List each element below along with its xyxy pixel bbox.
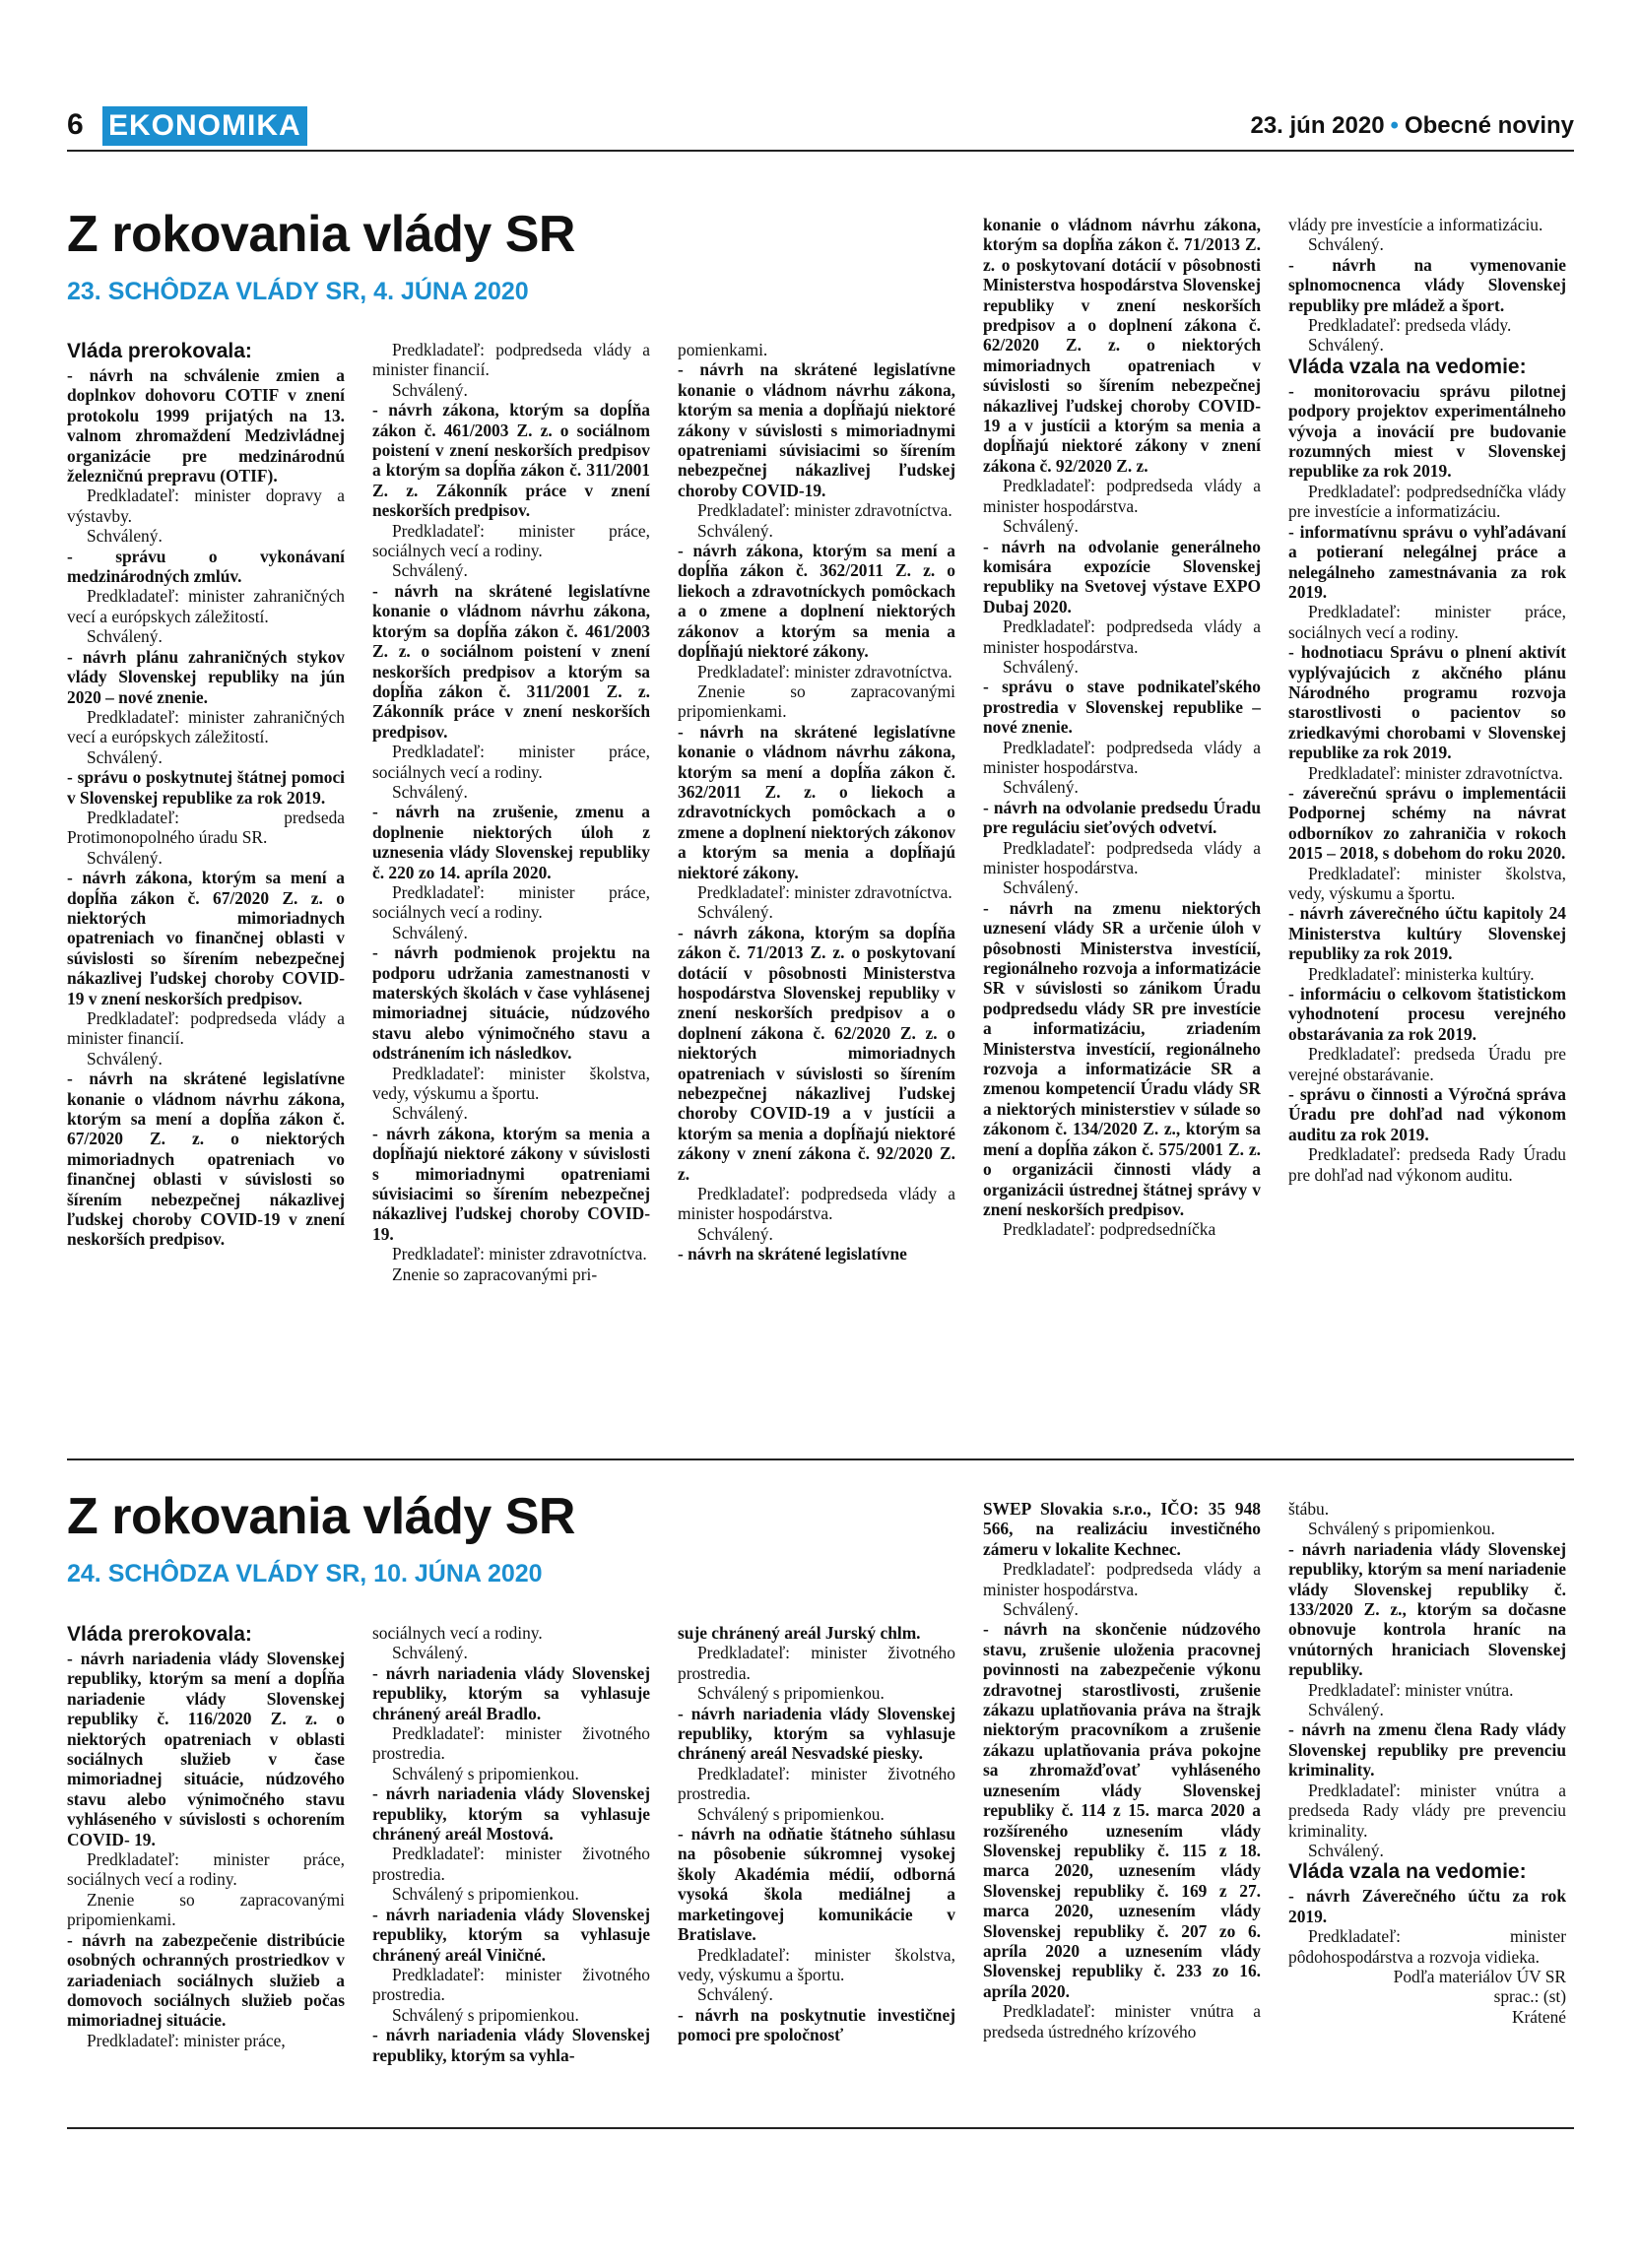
source-note: sprac.: (st) bbox=[1493, 1986, 1566, 2007]
agenda-note: Schválený. bbox=[392, 1103, 468, 1124]
agenda-note: Predkladateľ: podpredseda vlády a minister hospodárstva. bbox=[983, 1559, 1261, 1599]
agenda-note: Schválený. bbox=[1003, 516, 1079, 537]
agenda-note: Predkladateľ: minister školstva, vedy, výskumu a športu. bbox=[1288, 863, 1566, 903]
agenda-item: - návrh nariadenia vlády Slovenskej republiky, ktorým sa vyhlasuje chránený areál Nesvadské piesky. bbox=[678, 1703, 955, 1764]
agenda-item: - návrh na odňatie štátneho súhlasu na pôsobenie súkromnej vysokej školy Akadémia médií, odborná vysoká škola mediálnej a marketingovej komunikácie v Bratislave. bbox=[678, 1824, 955, 1945]
agenda-item: SWEP Slovakia s.r.o., IČO: 35 948 566, na realizáciu investičného zámeru v lokalite Kechnec. bbox=[983, 1499, 1261, 1559]
article-1-subtitle: 23. SCHÔDZA VLÁDY SR, 4. JÚNA 2020 bbox=[67, 278, 529, 305]
agenda-note: Znenie so zapracovanými pri- bbox=[392, 1264, 598, 1284]
agenda-note: Predkladateľ: minister práce, sociálnych vecí a rodiny. bbox=[372, 881, 650, 923]
article-2-column-5 bbox=[1288, 1499, 1566, 2110]
agenda-note: Schválený s pripomienkou. bbox=[697, 1683, 885, 1704]
source-note: Krátené bbox=[1511, 2006, 1566, 2027]
agenda-note: Schválený s pripomienkou. bbox=[392, 1884, 579, 1905]
agenda-note: Predkladateľ: minister práce, bbox=[87, 2030, 286, 2050]
agenda-note: Predkladateľ: podpredsedníčka vlády pre investície a informatizáciu. bbox=[1288, 481, 1566, 522]
section-heading: Vláda prerokovala: bbox=[67, 1623, 252, 1646]
agenda-item: - návrh na odvolanie predsedu Úradu pre reguláciu sieťových odvetví. bbox=[983, 797, 1261, 838]
section-heading: Vláda vzala na vedomie: bbox=[1288, 355, 1527, 378]
agenda-item: - monitorovaciu správu pilotnej podpory projektov experimentálneho vývoja a inovácií pre budovanie rozumných miest v Slovenskej republike za rok 2019. bbox=[1288, 380, 1566, 482]
agenda-item: - informáciu o celkovom štatistickom vyhodnotení procesu verejného obstarávania za rok 2019. bbox=[1288, 984, 1566, 1044]
agenda-item: - návrh nariadenia vlády Slovenskej republiky, ktorým sa mení nariadenie vlády Slovenskej republiky č. 133/2020 Z. z., ktorým sa dočasne obnovuje kontrola hraníc na vnútorných hraniciach Slovenskej republiky. bbox=[1288, 1538, 1566, 1680]
section-label: EKONOMIKA bbox=[102, 106, 307, 146]
source-note: Podľa materiálov ÚV SR bbox=[1393, 1966, 1566, 1986]
publication-name: Obecné noviny bbox=[1404, 112, 1574, 139]
article-1-column-1 bbox=[67, 340, 345, 1438]
agenda-note: Predkladateľ: minister dopravy a výstavby. bbox=[67, 486, 345, 526]
agenda-note: Schválený. bbox=[87, 526, 163, 547]
agenda-note: Schválený s pripomienkou. bbox=[697, 1803, 885, 1824]
agenda-item: - návrh na odvolanie generálneho komisára expozície Slovenskej republiky na Svetovej výstave EXPO Dubaj 2020. bbox=[983, 536, 1261, 616]
agenda-item: - návrh nariadenia vlády Slovenskej republiky, ktorým sa vyhla- bbox=[372, 2025, 650, 2065]
agenda-note: Predkladateľ: minister práce, sociálnych vecí a rodiny. bbox=[1288, 602, 1566, 642]
agenda-note: Predkladateľ: minister práce, sociálnych vecí a rodiny. bbox=[372, 520, 650, 561]
agenda-note: Predkladateľ: minister zahraničných vecí a európskych záležitostí. bbox=[67, 586, 345, 626]
agenda-note: Predkladateľ: minister zdravotníctva. bbox=[697, 881, 952, 902]
agenda-item: - návrh na skrátené legislatívne bbox=[678, 1244, 907, 1264]
agenda-note: Schválený. bbox=[1003, 877, 1079, 898]
agenda-note: Predkladateľ: podpredseda vlády a minister financií. bbox=[67, 1008, 345, 1049]
agenda-note: Schválený. bbox=[697, 1223, 773, 1244]
agenda-note: Predkladateľ: podpredseda vlády a minister hospodárstva. bbox=[983, 737, 1261, 777]
issue-date: 23. jún 2020 bbox=[1250, 112, 1385, 139]
agenda-item: - návrh na skrátené legislatívne konanie o vládnom návrhu zákona, ktorým sa dopĺňa zákon č. 461/2003 Z. z. o sociálnom poistení v znení neskorších predpisov a ktorým sa dopĺňa zákon č. 311/2001 Z. z. Zákonník práce v znení neskorších predpisov. bbox=[372, 580, 650, 742]
agenda-item: - hodnotiacu Správu o plnení aktivít vyplývajúcich z akčného plánu Národného programu rozvoja starostlivosti o pacientov so zriedkavými chorobami v Slovenskej republike za rok 2019. bbox=[1288, 642, 1566, 763]
agenda-note: Znenie so zapracovanými pripomienkami. bbox=[67, 1889, 345, 1930]
continuation-text: pomienkami. bbox=[678, 340, 768, 359]
agenda-note: Schválený. bbox=[87, 847, 163, 868]
agenda-note: Predkladateľ: predseda vlády. bbox=[1308, 315, 1512, 336]
agenda-note: Predkladateľ: minister práce, sociálnych vecí a rodiny. bbox=[372, 742, 650, 782]
agenda-item: - návrh nariadenia vlády Slovenskej republiky, ktorým sa vyhlasuje chránený areál Mostová. bbox=[372, 1783, 650, 1845]
article-1-title: Z rokovania vlády SR bbox=[67, 206, 575, 263]
agenda-note: Predkladateľ: minister zdravotníctva. bbox=[697, 500, 952, 521]
agenda-note: Schválený. bbox=[392, 1643, 468, 1663]
agenda-note: Predkladateľ: predseda Rady Úradu pre dohľad nad výkonom auditu. bbox=[1288, 1144, 1566, 1185]
agenda-item: - správu o poskytnutej štátnej pomoci v Slovenskej republike za rok 2019. bbox=[67, 767, 345, 808]
agenda-item: - návrh na zrušenie, zmenu a doplnenie niektorých úloh z uznesenia vlády Slovenskej republiky č. 220 zo 14. apríla 2020. bbox=[372, 802, 650, 882]
agenda-item: - návrh plánu zahraničných stykov vlády Slovenskej republiky na jún 2020 – nové znenie. bbox=[67, 646, 345, 707]
agenda-note: Schválený. bbox=[87, 626, 163, 647]
agenda-note: Schválený. bbox=[1308, 335, 1384, 356]
agenda-item: - návrh záverečného účtu kapitoly 24 Ministerstva kultúry Slovenskej republiky za rok 2019. bbox=[1288, 903, 1566, 964]
article-2-column-1 bbox=[67, 1623, 345, 2110]
agenda-note: Schválený. bbox=[1003, 1599, 1079, 1620]
agenda-item: suje chránený areál Jurský chlm. bbox=[678, 1623, 921, 1643]
agenda-note: Schválený. bbox=[392, 922, 468, 942]
agenda-item: - správu o činnosti a Výročná správa Úradu pre dohľad nad výkonom auditu za rok 2019. bbox=[1288, 1084, 1566, 1144]
agenda-note: Predkladateľ: minister životného prostredia. bbox=[372, 1964, 650, 2005]
agenda-note: Predkladateľ: minister vnútra a predseda ústredného krízového bbox=[983, 2001, 1261, 2041]
article-1-column-2 bbox=[372, 340, 650, 1438]
agenda-item: - návrh zákona, ktorým sa mení a dopĺňa zákon č. 362/2011 Z. z. o liekoch a zdravotníckych pomôckach a o zmene a doplnení niektorých zákonov a ktorým sa menia a dopĺňajú niektoré zákony. bbox=[678, 541, 955, 662]
agenda-item: - návrh Záverečného účtu za rok 2019. bbox=[1288, 1886, 1566, 1926]
agenda-note: Schválený. bbox=[697, 1984, 773, 2005]
agenda-note: Predkladateľ: minister životného prostredia. bbox=[372, 1844, 650, 1884]
agenda-note: Predkladateľ: podpredseda vlády a minister hospodárstva. bbox=[983, 837, 1261, 877]
continuation-text: vlády pre investície a informatizáciu. bbox=[1288, 215, 1543, 234]
agenda-item: - návrh na schválenie zmien a doplnkov dohovoru COTIF v znení protokolu 1999 prijatých na 13. valnom zhromaždení Medzivládnej organizácie pre medzinárodnú železničnú prepravu (OTIF). bbox=[67, 365, 345, 486]
agenda-note: Schválený. bbox=[1308, 1840, 1384, 1860]
agenda-note: Schválený. bbox=[392, 560, 468, 581]
agenda-item: - návrh na zmenu člena Rady vlády Slovenskej republiky pre prevenciu kriminality. bbox=[1288, 1719, 1566, 1781]
agenda-item: - návrh na zabezpečenie distribúcie osobných ochranných prostriedkov v zariadeniach sociálnych služieb a domovoch sociálnych služieb počas mimoriadnej situácie. bbox=[67, 1929, 345, 2031]
agenda-note: Predkladateľ: podpredseda vlády a minister hospodárstva. bbox=[983, 616, 1261, 657]
agenda-item: - správu o vykonávaní medzinárodných zmlúv. bbox=[67, 546, 345, 587]
header-divider bbox=[67, 150, 1574, 152]
agenda-item: - informatívnu správu o vyhľadávaní a potieraní nelegálnej práce a nelegálneho zamestnávania za rok 2019. bbox=[1288, 521, 1566, 602]
agenda-note: Schválený. bbox=[1003, 656, 1079, 677]
article-divider bbox=[67, 1458, 1574, 1460]
section-heading: Vláda prerokovala: bbox=[67, 340, 252, 362]
article-2-title: Z rokovania vlády SR bbox=[67, 1488, 575, 1545]
separator-dot: • bbox=[1390, 112, 1399, 139]
footer-divider bbox=[67, 2127, 1574, 2129]
continuation-text: štábu. bbox=[1288, 1499, 1330, 1519]
agenda-item: - návrh nariadenia vlády Slovenskej republiky, ktorým sa vyhlasuje chránený areál Bradlo. bbox=[372, 1662, 650, 1723]
agenda-item: - návrh nariadenia vlády Slovenskej republiky, ktorým sa vyhlasuje chránený areál Viničné. bbox=[372, 1904, 650, 1965]
continuation-text: sociálnych vecí a rodiny. bbox=[372, 1623, 543, 1643]
agenda-item: - návrh zákona, ktorým sa menia a dopĺňajú niektoré zákony v súvislosti s mimoriadnymi opatreniami súvisiacimi so šírením nebezpečnej nákazlivej ľudskej choroby COVID-19. bbox=[372, 1123, 650, 1244]
agenda-note: Schválený. bbox=[87, 746, 163, 767]
article-2-subtitle: 24. SCHÔDZA VLÁDY SR, 10. JÚNA 2020 bbox=[67, 1560, 543, 1588]
agenda-note: Predkladateľ: podpredseda vlády a minister financií. bbox=[372, 340, 650, 380]
agenda-note: Predkladateľ: minister školstva, vedy, výskumu a športu. bbox=[372, 1063, 650, 1104]
agenda-note: Schválený. bbox=[392, 781, 468, 802]
agenda-note: Schválený. bbox=[1308, 234, 1384, 255]
agenda-note: Predkladateľ: minister zahraničných vecí a európskych záležitostí. bbox=[67, 706, 345, 747]
agenda-note: Predkladateľ: minister pôdohospodárstva a rozvoja vidieka. bbox=[1288, 1926, 1566, 1967]
agenda-note: Predkladateľ: minister zdravotníctva. bbox=[392, 1244, 647, 1264]
agenda-item: - návrh zákona, ktorým sa mení a dopĺňa zákon č. 67/2020 Z. z. o niektorých mimoriadnych opatreniach vo finančnej oblasti v súvislosti so šírením nebezpečnej nákazlivej ľudskej choroby COVID-19 v znení neskorších predpisov. bbox=[67, 868, 345, 1008]
agenda-note: Predkladateľ: minister školstva, vedy, výskumu a športu. bbox=[678, 1944, 955, 1984]
agenda-item: - návrh nariadenia vlády Slovenskej republiky, ktorým sa mení a dopĺňa nariadenie vlády Slovenskej republiky č. 116/2020 Z. z. o niektorých opatreniach v oblasti sociálnych služieb v čase mimoriadnej situácie, núdzového stavu alebo výnimočného stavu vyhláseného v súvislosti s ochorením COVID- 19. bbox=[67, 1649, 345, 1849]
agenda-note: Predkladateľ: predseda Protimonopolného úradu SR. bbox=[67, 807, 345, 848]
agenda-note: Predkladateľ: podpredsedníčka bbox=[1003, 1219, 1216, 1240]
article-2-column-3 bbox=[678, 1623, 955, 2110]
article-2-column-4 bbox=[983, 1499, 1261, 2110]
agenda-note: Schválený. bbox=[392, 379, 468, 400]
agenda-item: - návrh na zmenu niektorých uznesení vlády SR a určenie úloh v pôsobnosti Ministerstva investícií, regionálneho rozvoja a informatizácie SR v súvislosti so zánikom Úradu podpredsedu vlády SR pre investície a informatizáciu, zriadením Ministerstva investícií, regionálneho rozvoja a informatizácie SR a zmenou kompetencií Úradu vlády SR a niektorých ministerstiev v súlade so zákonom č. 134/2020 Z. z., ktorým sa mení a dopĺňa zákon č. 575/2001 Z. z. o organizácii činnosti vlády a organizácii ústrednej štátnej správy v znení neskorších predpisov. bbox=[983, 897, 1261, 1219]
article-1-column-3 bbox=[678, 340, 955, 1438]
agenda-note: Schválený s pripomienkou. bbox=[392, 1763, 579, 1783]
article-1-column-4 bbox=[983, 215, 1261, 1438]
agenda-note: Predkladateľ: podpredseda vlády a minister hospodárstva. bbox=[678, 1184, 955, 1224]
agenda-item: - návrh zákona, ktorým sa dopĺňa zákon č. 71/2013 Z. z. o poskytovaní dotácií v pôsobnosti Ministerstva hospodárstva Slovenskej republiky v znení neskorších predpisov a o doplnení zákona č. 62/2020 Z. z. o niektorých mimoriadnych opatreniach v súvislosti so šírením nebezpečnej nákazlivej ľudskej choroby COVID-19 a v justícii a ktorým sa menia a dopĺňajú niektoré zákony v znení zákona č. 92/2020 Z. z. bbox=[678, 922, 955, 1184]
agenda-note: Predkladateľ: minister životného prostredia. bbox=[678, 1763, 955, 1804]
article-1-column-5 bbox=[1288, 215, 1566, 1438]
agenda-note: Predkladateľ: minister životného prostredia. bbox=[678, 1643, 955, 1683]
agenda-item: - návrh podmienok projektu na podporu udržania zamestnanosti v materských školách v čase vyhlásenej mimoriadnej situácie, núdzového stavu alebo výnimočného stavu a odstránením ich následkov. bbox=[372, 942, 650, 1064]
agenda-item: - návrh na skrátené legislatívne konanie o vládnom návrhu zákona, ktorým sa mení a dopĺňa zákon č. 67/2020 Z. z. o niektorých mimoriadnych opatreniach vo finančnej oblasti v súvislosti so šírením nebezpečnej nákazlivej ľudskej choroby COVID-19 v znení neskorších predpisov. bbox=[67, 1069, 345, 1250]
agenda-note: Predkladateľ: minister práce, sociálnych vecí a rodiny. bbox=[67, 1849, 345, 1890]
agenda-item: - návrh na skrátené legislatívne konanie o vládnom návrhu zákona, ktorým sa mení a dopĺňa zákon č. 362/2011 Z. z. o liekoch a zdravotníckych pomôckach a o zmene a doplnení niektorých zákonov a ktorým sa menia a dopĺňajú niektoré zákony. bbox=[678, 721, 955, 882]
agenda-note: Predkladateľ: predseda Úradu pre verejné obstarávanie. bbox=[1288, 1044, 1566, 1084]
agenda-note: Predkladateľ: ministerka kultúry. bbox=[1308, 963, 1535, 984]
agenda-note: Predkladateľ: minister životného prostredia. bbox=[372, 1723, 650, 1764]
agenda-note: Predkladateľ: minister vnútra. bbox=[1308, 1679, 1514, 1700]
section-heading: Vláda vzala na vedomie: bbox=[1288, 1860, 1527, 1884]
agenda-item: - správu o stave podnikateľského prostredia v Slovenskej republike – nové znenie. bbox=[983, 677, 1261, 738]
agenda-note: Schválený. bbox=[697, 520, 773, 541]
agenda-note: Predkladateľ: minister zdravotníctva. bbox=[697, 661, 952, 681]
agenda-item: konanie o vládnom návrhu zákona, ktorým sa dopĺňa zákon č. 71/2013 Z. z. o poskytovaní dotácií v pôsobnosti Ministerstva hospodárstva Slovenskej republiky v znení neskorších predpisov a o doplnení zákona č. 62/2020 Z. z. o niektorých mimoriadnych opatreniach v súvislosti so šírením nebezpečnej nákazlivej ľudskej choroby COVID-19 a v justícii a ktorým sa menia a dopĺňajú niektoré zákony v znení zákona č. 92/2020 Z. z. bbox=[983, 215, 1261, 476]
agenda-note: Schválený. bbox=[1308, 1700, 1384, 1720]
agenda-note: Schválený. bbox=[697, 902, 773, 923]
page-header bbox=[67, 106, 1574, 148]
article-2-column-2 bbox=[372, 1623, 650, 2110]
agenda-item: - záverečnú správu o implementácii Podpornej schémy na návrat odborníkov zo zahraničia v rokoch 2015 – 2018, s dobehom do roku 2020. bbox=[1288, 782, 1566, 864]
page-number: 6 bbox=[67, 108, 84, 141]
agenda-note: Predkladateľ: minister vnútra a predseda Rady vlády pre prevenciu kriminality. bbox=[1288, 1780, 1566, 1841]
agenda-item: - návrh na skončenie núdzového stavu, zrušenie uloženia pracovnej povinnosti na zabezpečenie výkonu zdravotnej starostlivosti, zrušenie zákazu uplatňovania práva na štrajk niektorým pracovníkom a zrušenie zákazu uplatňovania práva pokojne sa zhromažďovať vyhláseného uznesením vlády Slovenskej republiky č. 114 z 15. marca 2020 a rozšíreného uznesením vlády Slovenskej republiky č. 115 z 18. marca 2020, uznesením vlády Slovenskej republiky č. 169 z 27. marca 2020, uznesením vlády Slovenskej republiky č. 207 zo 6. apríla 2020 a uznesením vlády Slovenskej republiky č. 233 zo 16. apríla 2020. bbox=[983, 1619, 1261, 2001]
agenda-note: Schválený s pripomienkou. bbox=[1308, 1519, 1495, 1539]
agenda-note: Schválený. bbox=[87, 1048, 163, 1069]
agenda-note: Predkladateľ: podpredseda vlády a minister hospodárstva. bbox=[983, 476, 1261, 516]
agenda-note: Schválený s pripomienkou. bbox=[392, 2004, 579, 2025]
agenda-item: - návrh zákona, ktorým sa dopĺňa zákon č. 461/2003 Z. z. o sociálnom poistení v znení neskorších predpisov a ktorým sa dopĺňa zákon č. 311/2001 Z. z. Zákonník práce v znení neskorších predpisov. bbox=[372, 400, 650, 521]
agenda-note: Znenie so zapracovanými pripomienkami. bbox=[678, 680, 955, 722]
agenda-note: Schválený. bbox=[1003, 777, 1079, 798]
issue-info bbox=[1250, 112, 1574, 140]
agenda-item: - návrh na skrátené legislatívne konanie o vládnom návrhu zákona, ktorým sa menia a dopĺňajú niektoré zákony v súvislosti s mimoriadnymi opatreniami súvisiacimi so šírením nebezpečnej nákazlivej ľudskej choroby COVID-19. bbox=[678, 359, 955, 500]
agenda-note: Predkladateľ: minister zdravotníctva. bbox=[1308, 762, 1563, 783]
agenda-item: - návrh na poskytnutie investičnej pomoci pre spoločnosť bbox=[678, 2004, 955, 2045]
agenda-item: - návrh na vymenovanie splnomocnenca vlády Slovenskej republiky pre mládež a šport. bbox=[1288, 254, 1566, 315]
